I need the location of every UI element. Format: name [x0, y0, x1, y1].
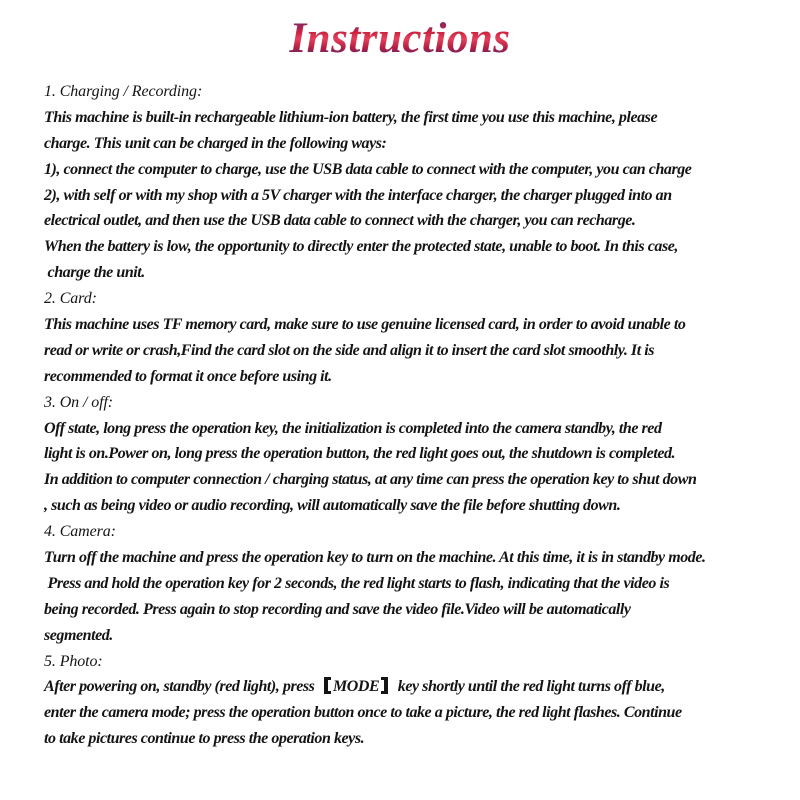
instruction-line: Press and hold the operation key for 2 seconds, the red light starts to flash, indicating that the video is [44, 574, 670, 592]
lenticular-open-bracket [324, 677, 331, 694]
instruction-line: Turn off the machine and press the operation key to turn on the machine. At this time, it is in standby mode. [44, 549, 706, 567]
instruction-line: recommended to format it once before using it. [44, 367, 332, 385]
lenticular-close-bracket [381, 677, 388, 694]
instructions-body [0, 64, 800, 752]
instruction-line: charge the unit. [44, 264, 145, 282]
instruction-line: When the battery is low, the opportunity to directly enter the protected state, unable to boot. In this case, [44, 238, 678, 256]
section-heading-camera: 4. Camera: [44, 523, 116, 541]
section-heading-on-off: 3. On / off: [44, 393, 114, 411]
instruction-line: Off state, long press the operation key, the initialization is completed into the camera standby, the red [44, 419, 662, 437]
instruction-line: charge. This unit can be charged in the following ways: [44, 134, 387, 152]
instruction-line: being recorded. Press again to stop recording and save the video file.Video will be automatically [44, 600, 631, 618]
instruction-line: This machine is built-in rechargeable lithium-ion battery, the first time you use this machine, please [44, 108, 658, 126]
section-heading-charging: 1. Charging / Recording: [44, 83, 203, 100]
title-row [0, 0, 800, 64]
section-heading-card: 2. Card: [44, 290, 97, 308]
instruction-line: electrical outlet, and then use the USB data cable to connect with the charger, you can recharge. [44, 212, 636, 230]
instruction-line: 2), with self or with my shop with a 5V charger with the interface charger, the charger plugged into an [44, 186, 672, 204]
instruction-line: to take pictures continue to press the operation keys. [44, 730, 365, 748]
instruction-line-mode-key: After powering on, standby (red light), press MODE key shortly until the red light turns off blue, [44, 678, 665, 696]
section-heading-photo: 5. Photo: [44, 652, 103, 670]
instruction-line: This machine uses TF memory card, make sure to use genuine licensed card, in order to avoid unable to [44, 316, 686, 334]
instruction-line: In addition to computer connection / charging status, at any time can press the operation key to shut down [44, 471, 697, 489]
instruction-line: light is on.Power on, long press the operation button, the red light goes out, the shutdown is completed. [44, 445, 676, 463]
instruction-line: read or write or crash,Find the card slot on the side and align it to insert the card slot smoothly. It is [44, 341, 655, 359]
page-title: Instructions [289, 15, 511, 62]
instruction-line: enter the camera mode; press the operation button once to take a picture, the red light flashes. Continue [44, 704, 682, 722]
instruction-line: segmented. [44, 626, 113, 644]
instruction-line: 1), connect the computer to charge, use the USB data cable to connect with the computer, you can charge [44, 160, 692, 178]
instruction-line: , such as being video or audio recording, will automatically save the file before shutting down. [44, 497, 621, 515]
